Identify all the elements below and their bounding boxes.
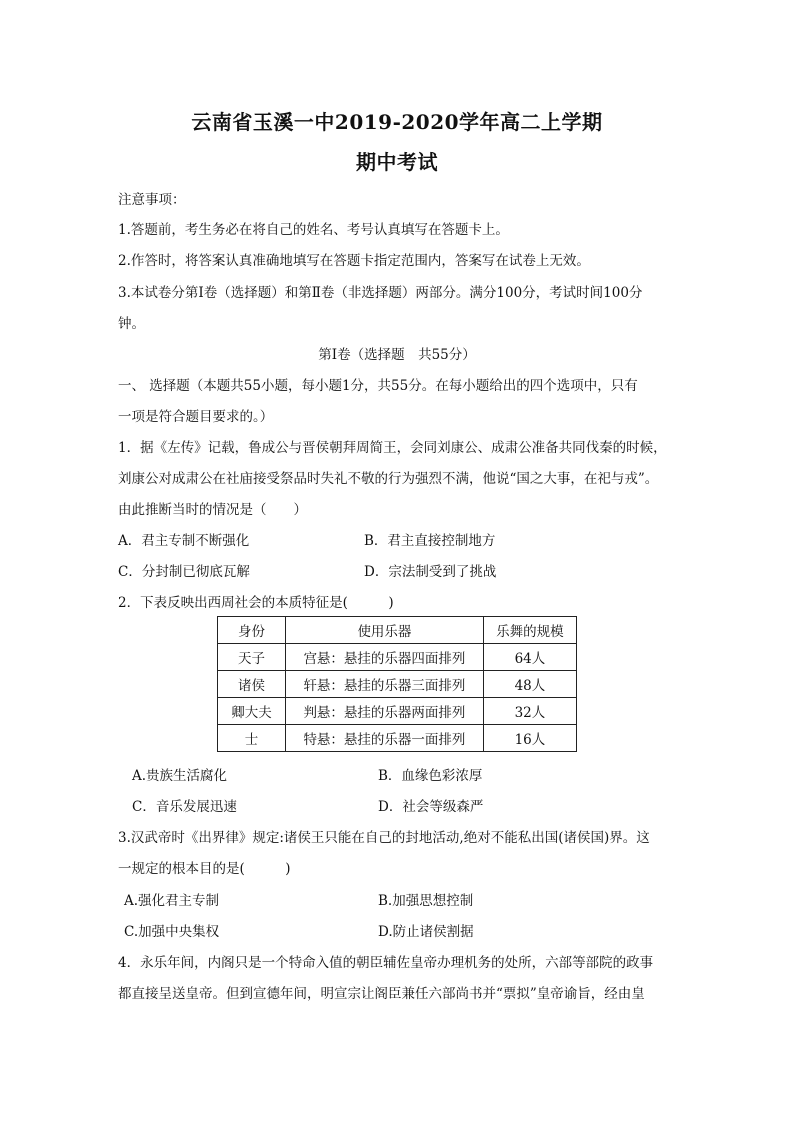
question-3-option-c: C.加强中央集权 <box>124 924 220 940</box>
table-cell: 士 <box>218 725 286 752</box>
section-intro: 一项是符合题目要求的。） <box>118 409 274 425</box>
section-intro: 一、 选择题（本题共55小题，每小题1分，共55分。在每小题给出的四个选项中，只有 <box>118 378 638 394</box>
table-cell: 天子 <box>218 644 286 671</box>
question-4-text: 都直接呈送皇帝。但到宣德年间，明宣宗让阁臣兼任六部尚书并“票拟”皇帝谕旨，经由皇 <box>118 986 645 1002</box>
table-cell: 特悬：悬挂的乐器一面排列 <box>286 725 484 752</box>
exam-title: 云南省玉溪一中2019-2020学年高二上学期 <box>191 110 603 134</box>
table-cell: 32人 <box>483 698 576 725</box>
table-row <box>218 698 577 725</box>
table-cell: 48人 <box>483 671 576 698</box>
question-1-option-a: A．君主专制不断强化 <box>118 533 250 549</box>
question-3-text: 3.汉武帝时《出界律》规定:诸侯王只能在自己的封地活动,绝对不能私出国(诸侯国)界。这 <box>118 830 650 846</box>
question-2-text: 2．下表反映出西周社会的本质特征是( ) <box>118 595 394 611</box>
table-cell: 宫悬：悬挂的乐器四面排列 <box>286 644 484 671</box>
question-2-option-b: B．血缘色彩浓厚 <box>378 768 483 784</box>
notice-item: 2.作答时，将答案认真准确地填写在答题卡指定范围内，答案写在试卷上无效。 <box>118 253 590 269</box>
question-1-option-d: D．宗法制受到了挑战 <box>364 564 497 580</box>
question-1-option-b: B．君主直接控制地方 <box>364 533 496 549</box>
question-1-text: 1．据《左传》记载，鲁成公与晋侯朝拜周简王，会同刘康公、成肃公准备共同伐秦的时候， <box>118 440 667 456</box>
table-cell: 轩悬：悬挂的乐器三面排列 <box>286 671 484 698</box>
question-2-option-a: A.贵族生活腐化 <box>132 768 228 784</box>
table-row <box>218 671 577 698</box>
question-2-option-c: C．音乐发展迅速 <box>132 799 237 815</box>
notice-item: 1.答题前，考生务必在将自己的姓名、考号认真填写在答题卡上。 <box>118 222 509 238</box>
notice-heading: 注意事项： <box>118 192 186 208</box>
table-cell: 64人 <box>483 644 576 671</box>
question-1-text: 由此推断当时的情况是（ ） <box>118 502 307 518</box>
table-cell: 判悬：悬挂的乐器两面排列 <box>286 698 484 725</box>
question-1-option-c: C．分封制已彻底瓦解 <box>118 564 250 580</box>
table-row <box>218 644 577 671</box>
question-3-option-a: A.强化君主专制 <box>124 893 220 909</box>
question-3-option-b: B.加强思想控制 <box>378 893 474 909</box>
table-header: 使用乐器 <box>286 617 484 644</box>
exam-subtitle: 期中考试 <box>356 150 438 174</box>
table-header: 身份 <box>218 617 286 644</box>
ritual-music-table <box>217 616 577 752</box>
table-cell: 卿大夫 <box>218 698 286 725</box>
question-4-text: 4．永乐年间，内阁只是一个特命入值的朝臣辅佐皇帝办理机务的处所，六部等部院的政事 <box>118 955 654 971</box>
table-cell: 16人 <box>483 725 576 752</box>
notice-item: 钟。 <box>118 316 145 332</box>
table-header: 乐舞的规模 <box>483 617 576 644</box>
section-heading: 第Ⅰ卷（选择题 共55分） <box>318 347 476 363</box>
question-3-text: 一规定的根本目的是( ) <box>118 861 291 877</box>
question-1-text: 刘康公对成肃公在社庙接受祭品时失礼不敬的行为强烈不满，他说“国之大事，在祀与戎”。 <box>118 471 659 487</box>
table-row <box>218 725 577 752</box>
question-3-option-d: D.防止诸侯割据 <box>378 924 474 940</box>
notice-item: 3.本试卷分第Ⅰ卷（选择题）和第Ⅱ卷（非选择题）两部分。满分100分，考试时间100分 <box>118 285 643 301</box>
table-cell: 诸侯 <box>218 671 286 698</box>
question-2-option-d: D．社会等级森严 <box>378 799 484 815</box>
table-header-row <box>218 617 577 644</box>
